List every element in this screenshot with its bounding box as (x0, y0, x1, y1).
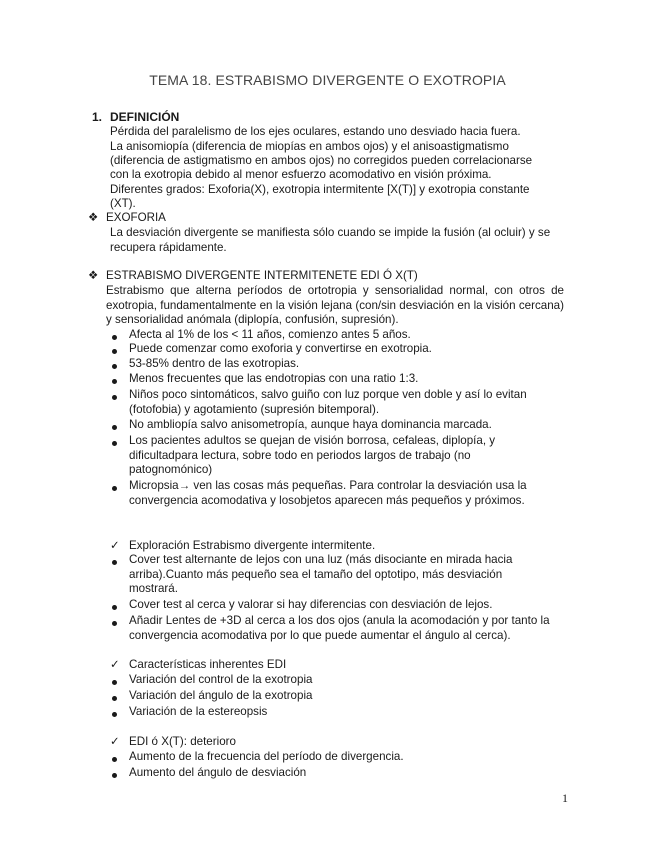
edi-paragraph: Estrabismo que alterna períodos de ortotropia y sensorialidad normal, con otros de exotropia, fundamentalmente en la visión lejana (con/sin desviación en la visión cercana) y sensorialidad anómala (diplopía, confusión, supresión). (106, 284, 564, 327)
diamond-bullet-icon: ❖ (88, 269, 99, 282)
caracteristicas-bullet: Variación del control de la exotropia (129, 673, 313, 686)
edi-heading: ESTRABISMO DIVERGENTE INTERMITENETE EDI Ó X(T) (106, 269, 418, 282)
bullet-dot-icon (112, 696, 117, 701)
caracteristicas-bullet: Variación del ángulo de la exotropia (129, 689, 313, 702)
bullet-dot-icon (112, 364, 117, 369)
definicion-line: con la exotropia debido al menor esfuerzo acomodativo en visión próxima. (110, 168, 492, 181)
definicion-line: (diferencia de astigmatismo en ambos ojos) no corregidos pueden correlacionarse (110, 154, 533, 167)
definicion-line: La anisomiopía (diferencia de miopías en ambos ojos) y el anisoastigmatismo (110, 140, 509, 153)
bullet-dot-icon (112, 486, 117, 491)
section-heading-definicion: DEFINICIÓN (110, 110, 180, 124)
section-number: 1. (92, 110, 103, 124)
bullet-dot-icon (112, 395, 117, 400)
edi-bullet: Afecta al 1% de los < 11 años, comienzo antes 5 años. (129, 328, 411, 341)
document-title: TEMA 18. ESTRABISMO DIVERGENTE O EXOTROPIA (149, 72, 506, 88)
page-number: 1 (562, 791, 568, 805)
bullet-dot-icon (112, 335, 117, 340)
edi-bullet: Puede comenzar como exoforia y convertirse en exotropia. (129, 342, 432, 355)
exoforia-heading: EXOFORIA (106, 211, 166, 224)
check-bullet-icon: ✓ (110, 735, 120, 748)
bullet-dot-icon (112, 605, 117, 610)
exploracion-bullet: Cover test al cerca y valorar si hay diferencias con desviación de lejos. (129, 598, 493, 611)
edi-bullet: 53-85% dentro de las exotropias. (129, 357, 300, 370)
bullet-dot-icon (112, 680, 117, 685)
caracteristicas-bullet: Variación de la estereopsis (129, 705, 268, 718)
edi-bullet: Los pacientes adultos se quejan de visión borrosa, cefaleas, diplopía, y dificultadpara lectura, sobre todo en periodos largos de trabajo (no patognomónico) (129, 434, 496, 477)
edi-bullet: Micropsia→ ven las cosas más pequeñas. Para controlar la desviación usa la convergencia acomodativa y losobjetos aparecen más pequeños y próximos. (129, 479, 527, 507)
deterioro-bullet: Aumento del ángulo de desviación (129, 766, 307, 779)
deterioro-heading: EDI ó X(T): deterioro (129, 735, 236, 748)
bullet-dot-icon (112, 621, 117, 626)
edi-bullet: Menos frecuentes que las endotropias con una ratio 1:3. (129, 372, 419, 385)
bullet-dot-icon (112, 349, 117, 354)
check-bullet-icon: ✓ (110, 539, 120, 552)
bullet-dot-icon (112, 773, 117, 778)
definicion-line: Diferentes grados: Exoforia(X), exotropia intermitente [X(T)] y exotropia constante (110, 183, 530, 196)
bullet-dot-icon (112, 712, 117, 717)
bullet-dot-icon (112, 441, 117, 446)
exoforia-text: La desviación divergente se manifiesta sólo cuando se impide la fusión (al ocluir) y se recupera rápidamente. (110, 226, 551, 254)
exploracion-heading: Exploración Estrabismo divergente intermitente. (129, 539, 376, 552)
exploracion-bullet: Añadir Lentes de +3D al cerca a los dos ojos (anula la acomodación y por tanto la convergencia acomodativa por lo que puede aumentar el ángulo al cerca). (129, 614, 550, 642)
edi-bullet: No ambliopía salvo anisometropía, aunque haya dominancia marcada. (129, 418, 492, 431)
diamond-bullet-icon: ❖ (88, 211, 99, 224)
bullet-dot-icon (112, 425, 117, 430)
deterioro-bullet: Aumento de la frecuencia del período de divergencia. (129, 750, 404, 763)
definicion-line: Pérdida del paralelismo de los ejes oculares, estando uno desviado hacia fuera. (110, 125, 521, 138)
caracteristicas-heading: Características inherentes EDI (129, 658, 287, 671)
bullet-dot-icon (112, 379, 117, 384)
bullet-dot-icon (112, 560, 117, 565)
definicion-line: (XT). (110, 197, 136, 210)
edi-bullet: Niños poco sintomáticos, salvo guiño con luz porque ven doble y así lo evitan (fotofobia) y agotamiento (supresión bitemporal). (129, 388, 527, 416)
exploracion-bullet: Cover test alternante de lejos con una luz (más disociante en mirada hacia arriba).Cuanto más pequeño sea el tamaño del optotipo, más desviación mostrará. (129, 553, 513, 596)
check-bullet-icon: ✓ (110, 658, 120, 671)
bullet-dot-icon (112, 757, 117, 762)
